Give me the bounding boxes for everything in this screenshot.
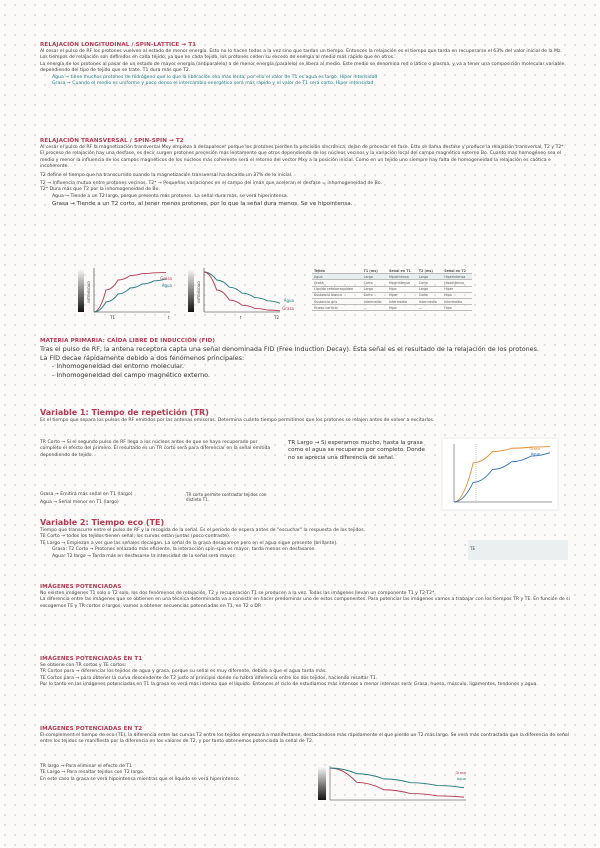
section-title: Variable 1: Tiempo de repetición (TR) [40,408,209,417]
section-fid [40,338,570,379]
paragraph: Se obtiene con TR cortos y TE cortos: [40,663,127,668]
tr-corto-note: TR Corto → Si el segundo pulso de RF llega a los núcleos antes de que se haya recuperado por completo el efecto del primero. El resultado es un TR corto será para diferenciar en la señal emitida dependiendo de tejido. [40,440,271,458]
paragraph: Al cesar el pulso de RF los protones vuelven al estado de menor energía. Esto no lo hacen todos a la vez sino que tardan un tiempo. Entonces la relajación es el tiempo que tarda en recuperarse el 63% del valor inicial de la Mz. Los tiempos de relajación son definidos en cada tejido, ya que en cada tejido, los protones ceden su exceso de energía al medio más rápido que en otros. [40,49,562,61]
table-cell: — [362,305,387,311]
legend-agua: Agua [456,777,466,781]
table-cell: Corto [417,280,442,286]
tr-chart [440,436,560,512]
grasa-note: Grasa → Cuando el medio es uniforme y poco denso el intercambio energético será más rápido y el valor de T1 será corto. Hiper intensidad [52,81,374,87]
section-t2-weighted [40,726,570,746]
t2-weighted-notes [40,764,310,783]
paragraph: Tras el pulso de RF, la antena receptora capta una señal denominada FID (Free Induction Decay). Esta señal es el resultado de la relajación de los protones. [40,345,539,353]
paragraph: TE Corto → todos los tejidos tienen señal, los curvas están juntas (poco contraste). [40,534,231,540]
table-cell: Largo [362,274,387,280]
paragraph: La diferencia entre las imágenes que se obtienen en una técnica determinada va a consistir en hacer predominar uno de estos componentes. Para potenciar las imágenes vamos a trabajar con los tiempos TR y TE. En función de si escogemos TE y TR cortos o largos, vamos a obtener secuencias potenciadas en T1, en T2 o DP. [40,597,570,609]
section-title: Variable 2: Tiempo eco (TE) [40,518,165,527]
paragraph: T2 → Influencia mutua entre protones vecinos. T2* → Pequeñas variaciones en el campo del imán que aceleran el desfase = inhomogeneidad de Bo. [40,181,383,187]
section-tr [40,408,570,424]
section-t1-relaxation [40,42,570,87]
paragraph: Por lo tanto en las imágenes potenciadas en T1 la grasa se verá más intensa que el líquido. Entonces el ciclo de estudiamos más intensos a menor intensos será: Grasa, hueso, músculo, ligamentos, tendones y agua. [40,682,538,688]
section-title: IMÁGENES POTENCIADAS EN T1 [40,656,143,662]
table-cell: Largo [417,286,442,292]
agua-note: Agua → Tiende a un T2 largo, porque presenta más protones. La señal dura más, se verá hiperintensa. [52,193,289,199]
legend-agua: Agua [530,452,540,456]
te-image-placeholder [468,540,568,560]
paragraph: En este caso la grasa se verá hipointensa mientras que el líquido se verá hiperintenso. [40,776,241,782]
legend-agua: Agua [161,283,172,288]
table-cell: Señal en T2 [442,268,472,274]
legend-agua: Agua [283,298,294,303]
table-cell: Largo [362,286,387,292]
legend-grasa: Grasa [282,306,294,311]
agua-note: Agua → tiene muchos protones de hidrógeno que lo que la liberación sea más lenta, por ello el valor de T1 es agua es largo. Hiper intensidad [52,74,378,80]
legend-grasa: Grasa [455,771,466,775]
table-cell: Hipo [442,305,472,311]
section-t2-relaxation [40,138,570,208]
x-axis-label: T1 [110,315,115,320]
paragraph: Al cesar el pulso de RF la magnetización transversal Mxy empieza a desaparecer porque los protones pierden la precisión sincrónica, dejan de precesar en fase. Esto se llama desfase y produce la relajación transversal, T2 y T2*. El proceso de relajación hay una desfase, es decir surgen protones precesión más lentamente que otros dependiendo de los núcleos vecinos y la variación local del campo magnético externo Bo. Cuanto más homogéneo sea el medio y menor la influencia de los campos magnéticos de los núcleos más coherente será el retorno del vector Mxy a la posición inicial. Como en un tejido uno siempre hay falta de homogeneidad la relajación es caótica e incoherente. [40,145,566,170]
paragraph: Tiempo que transcurre entre el pulso de RF y la recogida de la señal. Es el período de espera antes de "escuchar" la respuesta de los tejidos. [40,528,366,533]
bullet: - Inhomogeneidad del campo magnético externo. [52,370,210,379]
section-title: MATERIA PRIMARIA: CAÍDA LIBRE DE INDUCCIÓN (FID) [40,338,216,344]
table-cell: Largo [417,274,442,280]
series-line-grasa [330,768,464,797]
paragraph: TR Cortos para → diferenciar los tejidos de agua y grasa, porque su señal es muy diferente, debido a que el agua tarda más. [40,669,327,675]
table-cell: Sustancia blanca [312,292,362,298]
table-cell: Hipo [387,305,417,311]
tr-agua-line: Agua → Señal menor en T1 (largo) [40,500,119,505]
table-cell: Sustancia gris [312,298,362,304]
table-cell: Intermedio [417,298,442,304]
section-title: RELAJACIÓN LONGITUDINAL / SPIN-LATTICE → T1 [40,42,197,48]
table-cell: Hiper [387,292,417,298]
y-axis-label: INTENSIDAD [197,281,201,303]
table-cell: Hipointensa [442,280,472,286]
tr-side-note: TR corto permite contrastar tejidos con distinto T1. [186,492,267,503]
table-cell: Hipointensa [387,274,417,280]
paragraph: TR largo → Para eliminar el efecto de T1 [40,764,132,769]
table-cell: Intermedio [387,298,417,304]
paragraph: T2 define el tiempo que ha transcurrido cuando la magnetización transversal ha decaído un 37% de lo inicial. [40,172,293,178]
paragraph: TE Largo → Empiezan a ver que las señales decaigan. La señal de la grasa desaparece pero en el agua sigue presente (brillante). [40,540,338,546]
table-cell: Corto [362,292,387,298]
paragraph: No existen imágenes T1 solo o T2 solo, los dos fenómenos de relajación, T2 y recuperación T1 se producen a la vez. Todas las imágenes llevan un componente T1 y T2-T2*. [40,591,436,596]
tr-largo-note: TR Largo → Si esperamos mucho, hasta la grasa como el agua se recuperan por completo. Donde no se aprecia una diferencia de señal. [288,440,425,461]
intensity-scale [78,268,84,312]
table-cell: T1 (ms) [362,268,387,274]
table-cell: Intermedio [362,298,387,304]
series-line-grasa [94,272,166,312]
paragraph: La energía de los protones al pasar de un estado de mayor energía (antiparalelo) a de menor energía (paralelo) se libera al medio. Este medio se denomina red o látice o plasma, y va a tener una composición molecular variable dependiendo del tipo de tejido que se trate. T1 dura más que T2. [40,61,565,74]
legend-grasa: Grasa [160,276,172,281]
table-cell: — [417,305,442,311]
table-cell: Hiperintensa [387,280,417,286]
grasa-note: Grasa: T2 Corto → Protones enlazado más eficiente, la interacción spin-spin es mayor, tarda menos en desfasarse. [52,547,316,553]
table-cell: Grasa [312,280,362,286]
t1-chart [70,266,180,330]
te-label: TE [470,546,475,551]
section-weighted-images [40,584,570,610]
series-line-agua [330,768,464,788]
paragraph: TE Largo → Para resaltar tejidos con T2 largo. [40,770,145,776]
table-row [312,305,472,311]
t2-chart [180,266,300,330]
legend-grasa: Grasa [529,447,540,451]
tissue-table [312,268,472,311]
x-tick-label: T2 [274,315,279,320]
intensity-scale [188,268,194,312]
te-chart [316,764,476,806]
table-cell: Hipo [387,286,417,292]
paragraph: TE Cortos para → para obtener la curva descendente de T2 justo al principio donde no habrá diferencia entre los dos tejidos, haciendo resaltar T1. [40,675,378,681]
section-t1-weighted [40,656,570,689]
table-cell: Agua [312,274,362,280]
x-tick-label: t [168,315,170,320]
table-cell: Corto [417,292,442,298]
section-title: IMÁGENES POTENCIADAS EN T2 [40,726,143,732]
agua-note: Agua: T2 largo → Tarda más en desfasarse la intensidad de la señal será mayor. [52,553,236,559]
tr-grasa-line: Grasa → Emitirá más señal en T1 (largo) [40,492,133,497]
table-cell: Hueso cortical [312,305,362,311]
x-axis-label: t [240,315,242,320]
section-title: IMÁGENES POTENCIADAS [40,584,122,590]
table-cell: Corto [362,280,387,286]
table-cell: Líquido cefalorraquídeo [312,286,362,292]
table-cell: Tejido [312,268,362,274]
table-cell: Hipo [442,292,472,298]
table-cell: Hiperintensa [442,274,472,280]
table-cell: T2 (ms) [417,268,442,274]
y-axis-label: INTENSIDAD [87,281,91,303]
grasa-note: Grasa → Tiende a un T2 corto, al tener menos protones, por lo que la señal dura menos. Se ve hipointensa. [52,201,353,208]
section-title: RELAJACIÓN TRANSVERSAL / SPIN-SPIN → T2 [40,138,184,144]
paragraph: La FID decae rápidamente debido a dos fenómenos principales: [40,353,245,362]
table-cell: Señal en T1 [387,268,417,274]
table-cell: Intermedio [442,298,472,304]
intensity-scale [318,766,326,800]
bullet: - Inhomogeneidad del entorno molecular. [52,362,185,371]
paragraph: Es el tiempo que separa los pulsos de RF emitidos por las antenas emisoras. Determina cuánto tiempo permitimos que los protones se relajen antes de volver a excitarlos. [40,418,435,423]
paragraph: El complement el tiempo de eco (TE), la diferencia entre las curvas T2 entre los tejidos empezará a manifestarse, destacándose más rápidamente el que pierde un T2 más largo. Se verá más contrastada que la diferencia de señal entre los tejidos se manifiesta por la diferencia en los valores de T2, y por tanto obtenemos potenciada la señal de T2. [40,733,569,745]
table-cell: Hiper [442,286,472,292]
paragraph: T2* Dura más que T2 por la inhomogeneidad de Bo. [40,187,160,193]
